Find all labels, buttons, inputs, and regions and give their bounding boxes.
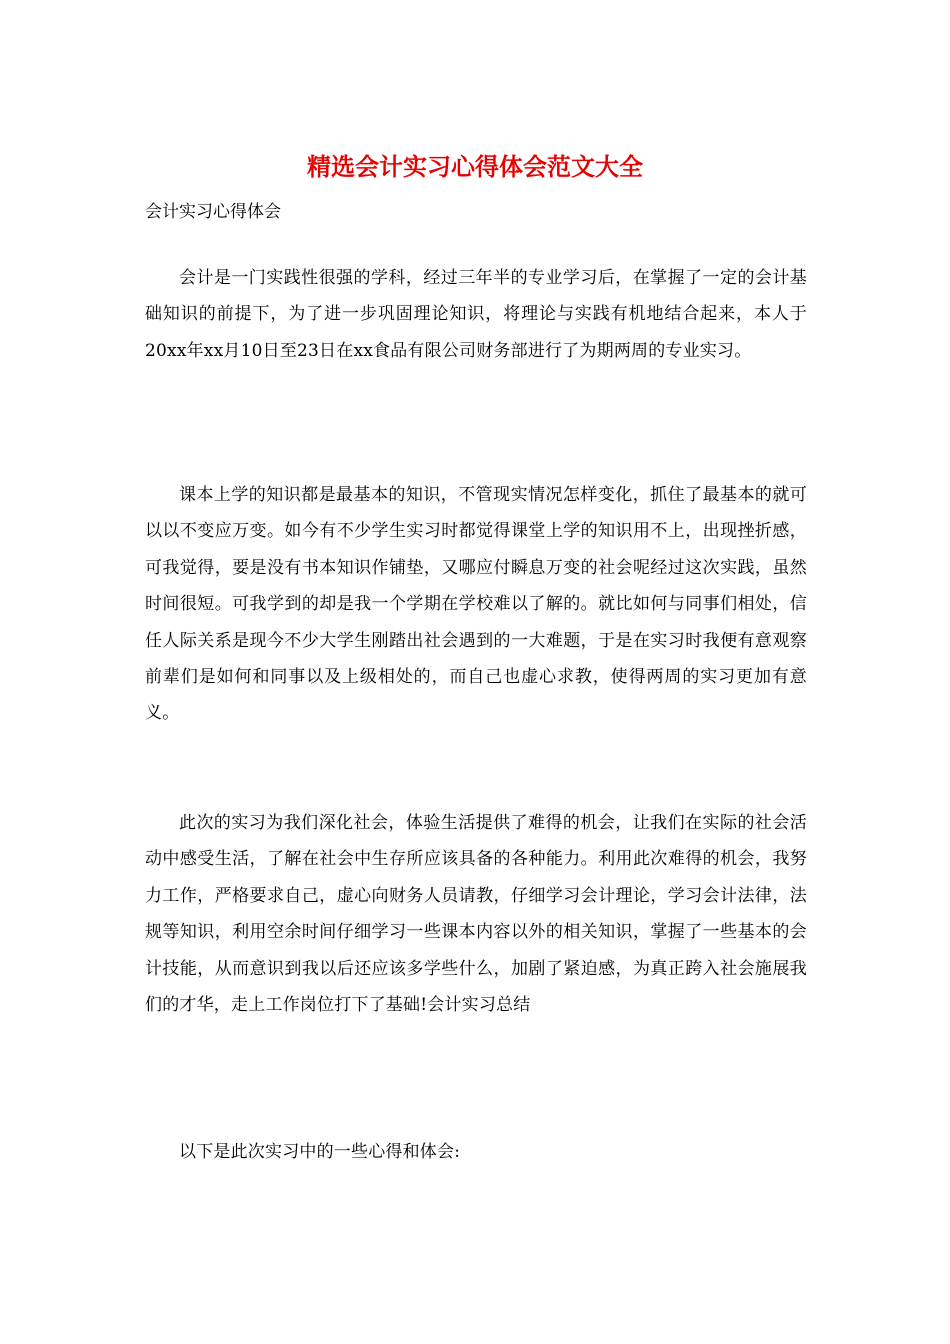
paragraph-3: 此次的实习为我们深化社会，体验生活提供了难得的机会，让我们在实际的社会活动中感受生活，了解在社会中生存所应该具备的各种能力。利用此次难得的机会，我努力工作，严格要求自己，虚心向财务人员请教，仔细学习会计理论，学习会计法律，法规等知识，利用空余时间仔细学习一些课本内容以外的相关知识，掌握了一些基本的会计技能，从而意识到我以后还应该多学些什么，加剧了紧迫感，为真正跨入社会施展我们的才华，走上工作岗位打下了基础!会计实习总结 (145, 813, 807, 1016)
document-title: 精选会计实习心得体会范文大全 (307, 152, 643, 181)
paragraph-2: 课本上学的知识都是最基本的知识，不管现实情况怎样变化，抓住了最基本的就可以以不变应万变。如今有不少学生实习时都觉得课堂上学的知识用不上，出现挫折感，可我觉得，要是没有书本知识作铺垫，又哪应付瞬息万变的社会呢经过这次实践，虽然时间很短。可我学到的却是我一个学期在学校难以了解的。就比如何与同事们相处，信任人际关系是现今不少大学生刚踏出社会遇到的一大难题，于是在实习时我便有意观察前辈们是如何和同事以及上级相处的，而自己也虚心求教，使得两周的实习更加有意义。 (145, 485, 807, 724)
paragraph-4: 以下是此次实习中的一些心得和体会: (179, 1142, 461, 1162)
document-subtitle: 会计实习心得体会 (145, 202, 281, 222)
paragraph-1: 会计是一门实践性很强的学科，经过三年半的专业学习后，在掌握了一定的会计基础知识的前提下，为了进一步巩固理论知识，将理论与实践有机地结合起来，本人于20xx年xx月10日至23日在xx食品有限公司财务部进行了为期两周的专业实习。 (145, 268, 807, 361)
